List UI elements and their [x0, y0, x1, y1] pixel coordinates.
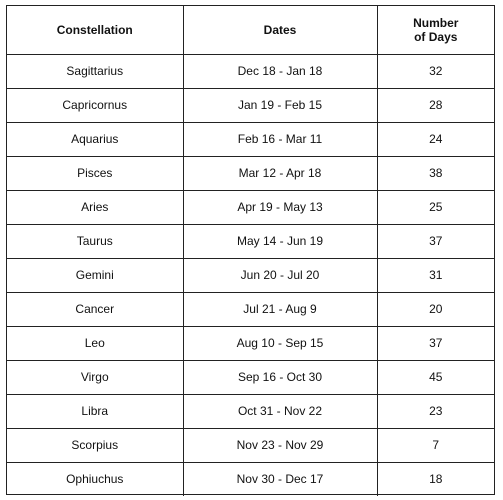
cell-constellation: Ophiuchus [7, 462, 183, 496]
header-days-line2: of Days [414, 29, 458, 44]
table-row [7, 54, 494, 88]
cell-days: 25 [377, 190, 494, 224]
cell-constellation: Sagittarius [7, 54, 183, 88]
cell-constellation: Aries [7, 190, 183, 224]
table-row [7, 428, 494, 462]
cell-dates: Jun 20 - Jul 20 [183, 258, 377, 292]
cell-days: 37 [377, 224, 494, 258]
table-row [7, 292, 494, 326]
cell-dates: Sep 16 - Oct 30 [183, 360, 377, 394]
cell-constellation: Libra [7, 394, 183, 428]
cell-constellation: Taurus [7, 224, 183, 258]
cell-dates: Oct 31 - Nov 22 [183, 394, 377, 428]
cell-constellation: Gemini [7, 258, 183, 292]
cell-days: 7 [377, 428, 494, 462]
cell-dates: Aug 10 - Sep 15 [183, 326, 377, 360]
table-row [7, 258, 494, 292]
table-row [7, 122, 494, 156]
cell-days: 32 [377, 54, 494, 88]
header-dates: Dates [183, 6, 377, 54]
table-row [7, 88, 494, 122]
cell-dates: Mar 12 - Apr 18 [183, 156, 377, 190]
table-row [7, 394, 494, 428]
cell-dates: Dec 18 - Jan 18 [183, 54, 377, 88]
cell-dates: Jul 21 - Aug 9 [183, 292, 377, 326]
cell-constellation: Cancer [7, 292, 183, 326]
cell-dates: Feb 16 - Mar 11 [183, 122, 377, 156]
cell-constellation: Virgo [7, 360, 183, 394]
cell-constellation: Leo [7, 326, 183, 360]
table-row [7, 360, 494, 394]
header-number-of-days [377, 6, 494, 54]
cell-constellation: Aquarius [7, 122, 183, 156]
constellation-table [7, 6, 494, 496]
cell-days: 37 [377, 326, 494, 360]
cell-constellation: Pisces [7, 156, 183, 190]
cell-days: 28 [377, 88, 494, 122]
cell-days: 38 [377, 156, 494, 190]
header-days-line1: Number [413, 15, 459, 30]
table-row [7, 224, 494, 258]
table-body [7, 54, 494, 496]
cell-days: 31 [377, 258, 494, 292]
cell-dates: Apr 19 - May 13 [183, 190, 377, 224]
cell-days: 23 [377, 394, 494, 428]
table-header-row [7, 6, 494, 54]
cell-constellation: Scorpius [7, 428, 183, 462]
cell-days: 45 [377, 360, 494, 394]
cell-dates: Jan 19 - Feb 15 [183, 88, 377, 122]
cell-days: 20 [377, 292, 494, 326]
table-row [7, 190, 494, 224]
table-row [7, 156, 494, 190]
constellation-table-container [6, 5, 495, 495]
table-row [7, 326, 494, 360]
cell-constellation: Capricornus [7, 88, 183, 122]
cell-days: 24 [377, 122, 494, 156]
cell-days: 18 [377, 462, 494, 496]
table-row [7, 462, 494, 496]
cell-dates: May 14 - Jun 19 [183, 224, 377, 258]
header-constellation: Constellation [7, 6, 183, 54]
cell-dates: Nov 30 - Dec 17 [183, 462, 377, 496]
cell-dates: Nov 23 - Nov 29 [183, 428, 377, 462]
